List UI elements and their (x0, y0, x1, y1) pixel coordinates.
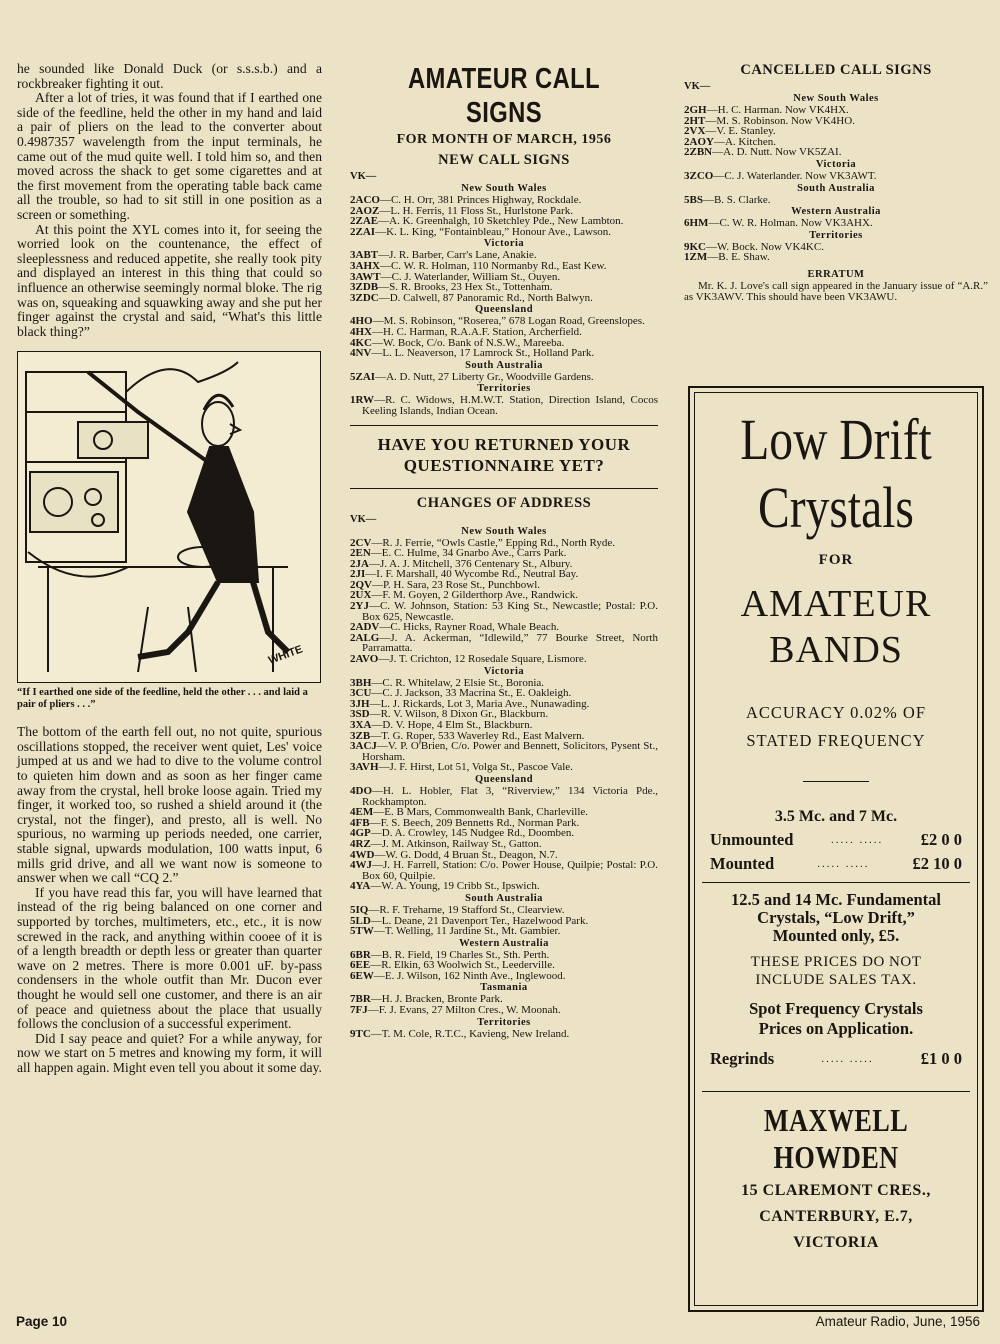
call-sign-details: M. S. Robinson. Now VK4HO. (716, 114, 855, 127)
state-heading: Victoria (483, 665, 525, 677)
call-sign: 5TW (350, 925, 374, 938)
call-sign-details: C. W. R. Holman, 110 Normanby Rd., East Kew. (390, 259, 607, 272)
call-sign-entry: 2ZAI—K. L. King, “Fontainbleau,” Honour Ave., Lawson. (350, 225, 612, 238)
ad-company-name: MAXWELL HOWDEN (763, 1102, 909, 1175)
call-sign-details: R. J. Ferrie, “Owls Castle,” Epping Rd., North Ryde. (382, 536, 616, 549)
publication-info: Amateur Radio, June, 1956 (815, 1314, 980, 1329)
call-sign-entry: 6HM—C. W. R. Holman. Now VK3AHX. (684, 217, 873, 230)
call-sign-entry: 7FJ—F. J. Evans, 27 Milton Cres., W. Moonah. (350, 1004, 561, 1017)
call-sign-entry: 7BR—H. J. Bracken, Bronte Park. (350, 993, 503, 1006)
call-sign: 4EM (350, 806, 374, 819)
state-heading: South Australia (797, 182, 875, 194)
call-sign-entry: 2ALG—J. A. Ackerman, “Idlewild,” 77 Bourke Street, North Parramatta. (350, 631, 658, 655)
call-sign-entry: 3AHX—C. W. R. Holman, 110 Normanby Rd., East Kew. (350, 259, 607, 272)
call-sign-details: W. G. Dodd, 4 Bruan St., Deagon, N.7. (385, 848, 558, 861)
state-heading: Territories (809, 229, 863, 241)
call-sign: 4FB (350, 816, 370, 829)
call-sign-entry: 4WJ—J. H. Farrell, Station: C/o. Power House, Quilpie; Postal: P.O. Box 60, Quilpie. (350, 859, 658, 882)
ad-address-line3: VICTORIA (793, 1234, 879, 1251)
call-sign: 7BR (350, 993, 371, 1006)
call-sign: 4HO (350, 315, 373, 328)
call-sign-details: C. J. Jackson, 33 Macrina St., E. Oakleigh. (382, 687, 572, 700)
call-sign-details: L. J. Rickards, Lot 3, Maria Ave., Nunawading. (380, 697, 590, 710)
call-sign-entry: 4KC—W. Bock, C/o. Bank of N.S.W., Mareeba. (350, 336, 565, 349)
call-sign-details: J. H. Farrell, Station: C/o. Power House, Quilpie; Postal: P.O. Box 60, Quilpie. (362, 859, 658, 882)
call-sign-entry: 5ZAI—A. D. Nutt, 27 Liberty Gr., Woodville Gardens. (350, 370, 594, 383)
call-sign-entry: 6BR—B. R. Field, 19 Charles St., Sth. Perth. (350, 948, 550, 961)
call-sign-entry: 3AWT—C. J. Waterlander, William St., Ouyen. (350, 270, 561, 283)
call-sign: 9TC (350, 1027, 371, 1040)
call-sign-entry: 3JH—L. J. Rickards, Lot 3, Maria Ave., Nunawading. (350, 697, 590, 710)
price-leader: ..... ..... (821, 1053, 874, 1065)
call-sign-entry: 3ZB—T. G. Roper, 533 Waverley Rd., East Malvern. (350, 729, 585, 742)
call-sign-details: H. C. Harman, R.A.A.F. Station, Archerfield. (383, 325, 582, 338)
call-sign: 9KC (684, 240, 706, 253)
call-sign: 4YA (350, 880, 371, 893)
call-sign: 2ZAE (350, 215, 379, 228)
price-value: £2 10 0 (912, 854, 962, 873)
call-sign-entry: 2GH—H. C. Harman. Now VK4HX. (684, 104, 849, 116)
ad-accuracy-line1: ACCURACY 0.02% OF (745, 703, 927, 722)
questionnaire-notice: HAVE YOU RETURNED YOUR QUESTIONNAIRE YET? (377, 434, 631, 475)
call-sign-entry: 4YA—W. A. Young, 19 Cribb St., Ipswich. (350, 880, 540, 893)
call-sign-details: R. Elkin, 63 Woolwich St., Leederville. (381, 959, 555, 972)
call-sign-entry: 5BS—B. S. Clarke. (684, 193, 771, 206)
call-sign: 4WJ (350, 859, 372, 872)
call-sign-details: C. H. Orr, 381 Princes Highway, Rockdale. (390, 194, 582, 206)
state-heading: Queensland (474, 304, 534, 316)
call-sign-details: L. L. Neaverson, 17 Lamrock St., Holland Park. (382, 347, 595, 360)
vk-prefix: VK— (350, 171, 377, 182)
call-sign-entry: 5IQ—R. F. Treharne, 19 Stafford St., Clearview. (350, 903, 565, 916)
call-sign: 3SD (350, 708, 370, 721)
state-heading: Queensland (474, 773, 534, 785)
call-sign: 2UX (350, 589, 372, 602)
call-sign-entry: 3AVH—J. F. Hirst, Lot 51, Volga St., Pascoe Vale. (350, 761, 573, 774)
call-sign-entry: 3SD—R. V. Wilson, 8 Dixon Gr., Blackburn. (350, 708, 549, 721)
call-sign: 3XA (350, 719, 372, 731)
erratum-heading: ERRATUM (807, 268, 865, 280)
call-sign-entry: 2ZAE—A. K. Greenhalgh, 10 Sketchley Pde., New Lambton. (350, 215, 624, 228)
call-sign: 6EW (350, 969, 374, 982)
call-sign-details: H. C. Harman. Now VK4HX. (717, 104, 849, 116)
call-sign-details: H. J. Bracken, Bronte Park. (381, 993, 503, 1006)
new-call-signs-list (350, 171, 658, 417)
ad-bands: BANDS (769, 629, 903, 671)
call-sign-details: D. V. Hope, 4 Elm St., Blackburn. (382, 719, 533, 731)
story-paragraph: After a lot of tries, it was found that if I earthed one side of the feedline, held the other in my hand and laid a pair of pliers on the lead to the converter about 0.4987357 wavelength from the input terminals, he came out of the mud quite well. I told him so, and then moved across the shack to get some cigarettes and at the first movement from the operating table back came all the trouble, so had to sit still in one position as a screen or something. (17, 90, 322, 222)
call-sign: 2JI (350, 568, 366, 581)
call-sign-details: W. Bock, C/o. Bank of N.S.W., Mareeba. (383, 336, 565, 349)
call-sign-details: L. Deane, 21 Davenport Ter., Hazelwood Park. (381, 914, 589, 927)
call-sign-details: F. J. Evans, 27 Milton Cres., W. Moonah. (378, 1004, 561, 1017)
call-sign: 7FJ (350, 1004, 368, 1017)
call-sign: 2QV (350, 578, 372, 591)
story-paragraph: Did I say peace and quiet? For a while anyway, for now we start on 5 metres and knowing my form, it will all happen again. Might even tell you about it some day. (17, 1030, 322, 1075)
call-sign-entry: 3ZDC—D. Calwell, 87 Panoramic Rd., North Balwyn. (350, 291, 593, 304)
call-sign-entry: 3CU—C. J. Jackson, 33 Macrina St., E. Oakleigh. (350, 687, 572, 700)
call-sign: 2JA (350, 557, 369, 570)
state-heading: New South Wales (793, 93, 879, 104)
call-sign-details: V. E. Stanley. (716, 125, 776, 138)
ad-amateur: AMATEUR (740, 583, 932, 625)
call-sign: 3ZB (350, 729, 371, 742)
call-sign-details: E. J. Wilson, 162 Ninth Ave., Inglewood. (384, 969, 566, 982)
call-sign-entry: 3XA—D. V. Hope, 4 Elm St., Blackburn. (350, 719, 533, 731)
call-sign-entry: 5LD—L. Deane, 21 Davenport Ter., Hazelwood Park. (350, 914, 589, 927)
call-sign: 3JH (350, 697, 370, 710)
call-sign: 3AVH (350, 761, 379, 774)
state-heading: New South Wales (461, 183, 547, 194)
call-sign-entry: 2ADV—C. Hicks, Rayner Road, Whale Beach. (350, 621, 560, 634)
changes-of-address-list (350, 514, 658, 1040)
call-sign-entry: 2UX—F. M. Goyen, 2 Gilderthorp Ave., Randwick. (350, 589, 579, 602)
call-sign-details: J. A. J. Mitchell, 376 Centenary St., Albury. (379, 557, 573, 570)
call-sign: 4GP (350, 827, 371, 840)
call-sign-entry: 2HT—M. S. Robinson. Now VK4HO. (684, 114, 855, 127)
artist-signature: WHITE (266, 643, 305, 668)
call-sign-details: J. A. Ackerman, “Idlewild,” 77 Bourke Street, North Parramatta. (362, 631, 658, 655)
ad-accuracy-line2: STATED FREQUENCY (746, 731, 926, 750)
call-sign: 5BS (684, 193, 703, 206)
call-sign: 6BR (350, 948, 371, 961)
call-sign-details: J. R. Barber, Carr's Lane, Anakie. (389, 249, 537, 262)
story-paragraph: At this point the XYL comes into it, for seeing the worried look on the countenance, the effect of sleeplessness and reduced appetite, she really took pity and displayed an interest in this thing that could so influence an otherwise seemingly normal bloke. The rig was on, squeaking and squawking away and she put her finger against the crystal and said, “What's this little black thing?” (17, 221, 322, 339)
call-sign-details: W. A. Young, 19 Cribb St., Ipswich. (381, 880, 540, 893)
call-signs-subtitle: FOR MONTH OF MARCH, 1956 (396, 132, 612, 147)
call-sign-entry: 9TC—T. M. Cole, R.T.C., Kavieng, New Ireland. (350, 1027, 570, 1040)
new-call-signs-heading: NEW CALL SIGNS (438, 152, 570, 168)
call-sign-details: S. R. Brooks, 23 Hex St., Tottenham. (389, 281, 553, 294)
price-label: Mounted (710, 854, 775, 873)
ad-address-line1: 15 CLAREMONT CRES., (741, 1182, 931, 1199)
call-sign-details: B. E. Shaw. (718, 251, 770, 264)
vk-prefix: VK— (684, 81, 711, 92)
state-heading: Victoria (815, 158, 857, 170)
call-sign-details: T. M. Cole, R.T.C., Kavieng, New Ireland. (381, 1027, 570, 1040)
state-heading: Territories (477, 383, 531, 395)
call-sign-details: D. A. Crowley, 145 Nudgee Rd., Doomben. (381, 827, 575, 840)
changes-of-address-heading: CHANGES OF ADDRESS (416, 494, 592, 511)
call-sign-entry: 2AVO—J. T. Crichton, 12 Rosedale Square, Lismore. (350, 653, 587, 666)
call-sign-entry: 1ZM—B. E. Shaw. (684, 251, 770, 264)
call-sign-entry: 4RZ—J. M. Atkinson, Railway St., Gatton. (350, 837, 542, 850)
call-sign: 3ZDC (350, 291, 379, 304)
call-sign-entry: 3BH—C. R. Whitelaw, 2 Elsie St., Boronia. (350, 676, 545, 689)
call-sign-entry: 4DO—H. L. Hobler, Flat 3, “Riverview,” 134 Victoria Pde., Rockhampton. (350, 784, 658, 808)
call-sign-entry: 6EW—E. J. Wilson, 162 Ninth Ave., Inglewood. (350, 969, 566, 982)
call-sign: 4WD (350, 848, 375, 861)
cancelled-column (684, 62, 988, 303)
call-sign-entry: 3ZCO—C. J. Waterlander. Now VK3AWT. (684, 169, 877, 182)
call-sign-entry: 2ZBN—A. D. Nutt. Now VK5ZAI. (684, 146, 842, 159)
call-sign: 3AWT (350, 270, 381, 283)
call-signs-column (350, 62, 658, 1039)
call-sign-details: B. S. Clarke. (713, 193, 771, 206)
call-sign-entry: 1RW—R. C. Widows, H.M.W.T. Station, Direction Island, Cocos Keeling Islands, Indian Ocean. (350, 394, 658, 417)
call-sign-details: J. F. Hirst, Lot 51, Volga St., Pascoe Vale. (389, 761, 573, 774)
cartoon-illustration (17, 351, 321, 683)
call-sign: 5ZAI (350, 370, 376, 383)
call-sign: 5IQ (350, 903, 369, 916)
call-sign: 2ZBN (684, 146, 713, 159)
call-sign: 2AOY (684, 135, 714, 148)
call-sign: 2EN (350, 547, 371, 560)
story-paragraph: he sounded like Donald Duck (or s.s.s.b.) and a rockbreaker fighting it out. (17, 61, 322, 91)
ad-spot-line1: Spot Frequency Crystals (749, 999, 923, 1018)
cartoon-caption: “If I earthed one side of the feedline, held the other . . . and laid a pair of pliers . . .” (17, 687, 308, 711)
call-sign-entry: 2QV—P. H. Sara, 23 Rose St., Punchbowl. (350, 578, 541, 591)
price-value: £1 0 0 (920, 1049, 962, 1068)
price-leader: ..... ..... (830, 834, 884, 846)
call-sign: 2AOZ (350, 204, 380, 217)
price-label: Regrinds (710, 1049, 775, 1068)
call-sign: 4KC (350, 336, 372, 349)
call-sign-details: M. S. Robinson, “Roserea,” 678 Logan Road, Greenslopes. (383, 315, 645, 328)
crystals-advertisement (688, 386, 984, 1312)
call-sign: 2ALG (350, 631, 380, 644)
call-sign-details: A. K. Greenhalgh, 10 Sketchley Pde., New Lambton. (389, 215, 624, 228)
call-sign-details: E. C. Hulme, 34 Gnarbo Ave., Carrs Park. (381, 547, 567, 560)
call-sign: 3CU (350, 687, 372, 700)
cancelled-call-signs-list (684, 81, 988, 263)
call-sign-details: A. D. Nutt. Now VK5ZAI. (723, 146, 842, 159)
call-sign-entry: 4NV—L. L. Neaverson, 17 Lamrock St., Holland Park. (350, 347, 595, 360)
story-paragraph: If you have read this far, you will have learned that instead of the rig being balanced on one corner and supported by torches, multimeters, etc., etc., it is now screwed in the rack, and anything within cooee of it is of a length breadth or depth less or greater than quarter wave on 2 metres. There is more 0.001 uF. by-pass condensers in the whole outfit than Mr. Ducon ever thought he would sell one customer, and there is an air of peace and quietness about the place that usually follows the conclusion of a successful experiment. (17, 884, 322, 1032)
call-sign-entry: 4FB—F. S. Beech, 209 Bennetts Rd., Norman Park. (350, 816, 580, 829)
call-sign: 4HX (350, 325, 372, 338)
call-sign-details: R. V. Wilson, 8 Dixon Gr., Blackburn. (380, 708, 549, 721)
cartoon-drawing (18, 352, 320, 682)
call-sign: 3ZCO (684, 169, 714, 182)
call-sign-entry: 2CV—R. J. Ferrie, “Owls Castle,” Epping Rd., North Ryde. (350, 536, 616, 549)
call-sign: 2GH (684, 104, 707, 116)
call-sign-details: V. P. O'Brien, C/o. Power and Bennett, Solicitors, Pysent St., Horsham. (362, 740, 658, 763)
state-heading: New South Wales (461, 525, 547, 537)
call-sign-details: C. R. Whitelaw, 2 Elsie St., Boronia. (382, 676, 545, 689)
call-sign: 3AHX (350, 259, 380, 272)
call-sign-entry: 9KC—W. Bock. Now VK4KC. (684, 240, 824, 253)
call-sign-entry: 3ZDB—S. R. Brooks, 23 Hex St., Tottenham. (350, 281, 553, 294)
call-sign-details: L. H. Ferris, 11 Floss St., Hurlstone Park. (390, 204, 573, 217)
call-sign-entry: 2ACO—C. H. Orr, 381 Princes Highway, Rockdale. (350, 194, 582, 206)
call-sign-details: R. F. Treharne, 19 Stafford St., Clearview. (379, 903, 565, 916)
call-sign-entry: 2VX—V. E. Stanley. (684, 125, 776, 138)
ad-headline-crystals: Crystals (758, 475, 914, 540)
call-sign-details: B. R. Field, 19 Charles St., Sth. Perth. (381, 948, 550, 961)
call-sign-details: C. J. Waterlander. Now VK3AWT. (724, 169, 877, 182)
call-sign-entry: 6EE—R. Elkin, 63 Woolwich St., Leederville. (350, 959, 555, 972)
state-heading: Western Australia (459, 937, 549, 949)
call-sign: 2HT (684, 114, 706, 127)
erratum-text: Mr. K. J. Love's call sign appeared in the January issue of “A.R.” as VK3AWV. This should have been VK3AWU. (684, 279, 988, 303)
call-sign-details: J. M. Atkinson, Railway St., Gatton. (381, 837, 542, 850)
call-signs-title: AMATEUR CALL SIGNS (407, 63, 601, 129)
state-heading: Western Australia (791, 206, 881, 218)
call-sign-details: A. D. Nutt, 27 Liberty Gr., Woodville Gardens. (386, 370, 594, 383)
cancelled-heading: CANCELLED CALL SIGNS (740, 62, 932, 78)
ad-tax-line2: INCLUDE SALES TAX. (755, 972, 917, 988)
call-sign-entry: 2JI—I. F. Marshall, 40 Wycombe Rd., Neutral Bay. (350, 568, 579, 581)
call-sign-entry: 2AOY—A. Kitchen. (684, 135, 776, 148)
call-sign-entry: 2AOZ—L. H. Ferris, 11 Floss St., Hurlstone Park. (350, 204, 573, 217)
divider (350, 425, 658, 426)
call-sign-entry: 2JA—J. A. J. Mitchell, 376 Centenary St., Albury. (350, 557, 573, 570)
call-sign: 3ABT (350, 249, 379, 262)
vk-prefix: VK— (350, 513, 377, 525)
call-sign-details: K. L. King, “Fontainbleau,” Honour Ave., Lawson. (386, 225, 612, 238)
call-sign-entry: 2EN—E. C. Hulme, 34 Gnarbo Ave., Carrs Park. (350, 547, 567, 560)
call-sign-entry: 5TW—T. Welling, 11 Jardine St., Mt. Gambier. (350, 925, 561, 938)
price-leader: ..... ..... (817, 858, 870, 870)
call-sign-entry: 4GP—D. A. Crowley, 145 Nudgee Rd., Doomben. (350, 827, 575, 840)
ad-fundamental-line3: Mounted only, £5. (772, 926, 900, 945)
state-heading: South Australia (465, 359, 543, 371)
state-heading: Territories (477, 1016, 531, 1028)
call-sign-details: H. L. Hobler, Flat 3, “Riverview,” 134 Victoria Pde., Rockhampton. (362, 784, 658, 808)
story-column (17, 62, 322, 1076)
call-sign: 2YJ (350, 600, 369, 613)
call-sign-entry: 4HO—M. S. Robinson, “Roserea,” 678 Logan Road, Greenslopes. (350, 315, 645, 328)
call-sign: 3ACJ (350, 740, 377, 753)
ad-tax-line1: THESE PRICES DO NOT (750, 954, 922, 970)
call-sign: 6EE (350, 959, 371, 972)
ad-for: FOR (818, 552, 854, 568)
price-label: Unmounted (710, 830, 794, 849)
call-sign: 5LD (350, 914, 371, 927)
call-sign: 2CV (350, 536, 372, 549)
call-sign-details: C. J. Waterlander, William St., Ouyen. (391, 270, 561, 283)
state-heading: Victoria (483, 238, 525, 250)
call-sign-details: D. Calwell, 87 Panoramic Rd., North Balwyn. (389, 291, 593, 304)
call-sign-details: T. G. Roper, 533 Waverley Rd., East Malvern. (381, 729, 585, 742)
call-sign: 3ZDB (350, 281, 379, 294)
ad-spot-line2: Prices on Application. (758, 1019, 914, 1038)
price-value: £2 0 0 (920, 830, 962, 849)
call-sign-details: T. Welling, 11 Jardine St., Mt. Gambier. (384, 925, 561, 938)
call-sign-details: C. W. R. Holman. Now VK3AHX. (719, 217, 873, 230)
call-sign-entry: 3ABT—J. R. Barber, Carr's Lane, Anakie. (350, 249, 537, 262)
state-heading: South Australia (465, 892, 543, 904)
call-sign-details: A. Kitchen. (724, 135, 776, 148)
call-sign-details: J. T. Crichton, 12 Rosedale Square, Lismore. (389, 653, 587, 666)
call-sign: 2AVO (350, 653, 379, 666)
call-sign-entry: 4WD—W. G. Dodd, 4 Bruan St., Deagon, N.7. (350, 848, 558, 861)
call-sign-details: E. B Mars, Commonwealth Bank, Charleville. (384, 806, 589, 819)
call-sign: 2ZAI (350, 225, 376, 238)
ad-address-line2: CANTERBURY, E.7, (759, 1208, 913, 1225)
page-number: Page 10 (16, 1314, 68, 1329)
story-paragraph: The bottom of the earth fell out, no not quite, spurious oscillations stopped, the receiver went quiet, Les' voice jumped at us and we had to dive to the volume control to quieten him down and as soon as her finger came away from the crystal, hell broke loose again. Tried my finger, it worked too, so rushed a shield around it (the crystal, not the finger), and presto, all is well. No spurious, no warming up periods needed, one carrier, stable signal, upwards modulation, 100 watts input, 6 mills grid drive, and all we want now is someone to answer when we call “CQ 2.” (17, 724, 322, 886)
state-heading: Tasmania (480, 982, 528, 994)
call-sign-details: C. Hicks, Rayner Road, Whale Beach. (390, 621, 560, 634)
call-sign: 1RW (350, 394, 375, 407)
call-sign: 6HM (684, 217, 709, 230)
call-sign-details: F. S. Beech, 209 Bennetts Rd., Norman Park. (380, 816, 580, 829)
call-sign: 4NV (350, 347, 372, 360)
call-sign-entry: 4HX—H. C. Harman, R.A.A.F. Station, Archerfield. (350, 325, 582, 338)
call-sign: 4RZ (350, 837, 371, 850)
ad-fundamental-line2: Crystals, “Low Drift,” (757, 908, 915, 927)
call-sign: 3BH (350, 676, 372, 689)
call-sign-entry: 4EM—E. B Mars, Commonwealth Bank, Charleville. (350, 806, 589, 819)
ad-frequency: 3.5 Mc. and 7 Mc. (774, 808, 898, 825)
call-sign-details: R. C. Widows, H.M.W.T. Station, Direction Island, Cocos Keeling Islands, Indian Ocean. (362, 394, 658, 417)
call-sign-details: P. H. Sara, 23 Rose St., Punchbowl. (383, 578, 541, 591)
call-sign-details: C. W. Johnson, Station: 53 King St., Newcastle; Postal: P.O. Box 625, Newcastle. (362, 600, 658, 623)
call-sign: 2VX (684, 125, 706, 138)
call-sign: 1ZM (684, 251, 708, 264)
call-sign-details: F. M. Goyen, 2 Gilderthorp Ave., Randwick. (382, 589, 579, 602)
divider (350, 488, 658, 489)
call-sign-details: W. Bock. Now VK4KC. (717, 240, 824, 253)
call-sign: 2ACO (350, 194, 380, 206)
ad-fundamental-line1: 12.5 and 14 Mc. Fundamental (731, 890, 941, 909)
ad-headline-low-drift: Low Drift (740, 407, 932, 472)
call-sign: 2ADV (350, 621, 380, 634)
call-sign-entry: 2YJ—C. W. Johnson, Station: 53 King St., Newcastle; Postal: P.O. Box 625, Newcastle. (350, 600, 658, 623)
call-sign-entry: 3ACJ—V. P. O'Brien, C/o. Power and Bennett, Solicitors, Pysent St., Horsham. (350, 740, 658, 763)
call-sign-details: I. F. Marshall, 40 Wycombe Rd., Neutral Bay. (376, 568, 579, 581)
call-sign: 4DO (350, 784, 372, 797)
